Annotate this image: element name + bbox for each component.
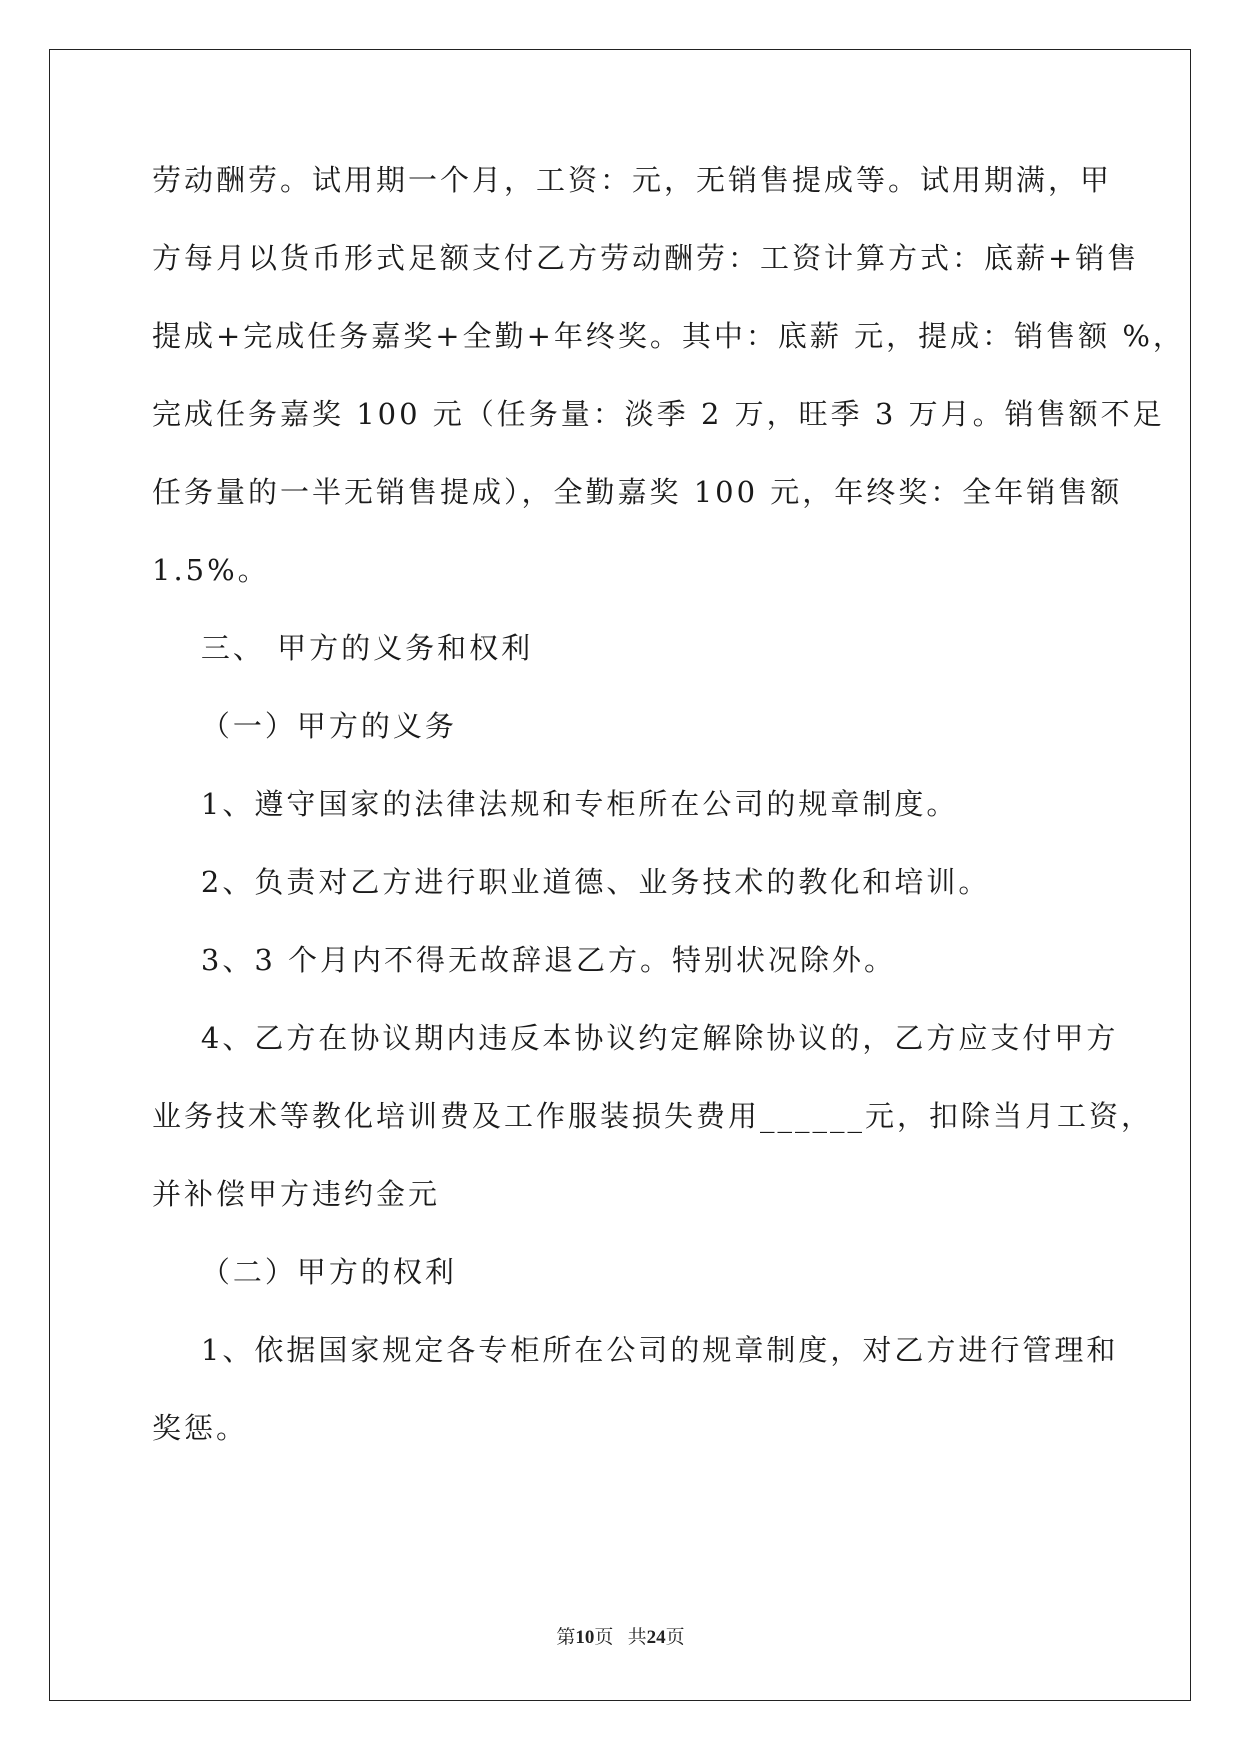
text-line: 奖惩。 [152, 1411, 249, 1445]
text-line: 4、乙方在协议期内违反本协议约定解除协议的，乙方应支付甲方 [152, 1021, 1119, 1055]
text-line: 任务量的一半无销售提成），全勤嘉奖 100 元，年终奖：全年销售额 [152, 475, 1123, 509]
text-line: 劳动酬劳。试用期一个月，工资：元，无销售提成等。试用期满，甲 [152, 163, 1113, 197]
text-line: 完成任务嘉奖 100 元（任务量：淡季 2 万，旺季 3 万月。销售额不足 [152, 397, 1165, 431]
page-footer [0, 1622, 1241, 1649]
text-line: 并补偿甲方违约金元 [152, 1177, 441, 1211]
section-heading: 三、 甲方的义务和权利 [152, 631, 534, 665]
total-pages-number: 24 [646, 1627, 666, 1648]
footer-prefix: 第 [556, 1627, 576, 1648]
text-line: 业务技术等教化培训费及工作服装损失费用______元，扣除当月工资， [152, 1099, 1154, 1133]
footer-total-prefix: 共 [627, 1627, 647, 1648]
text-line: 提成+完成任务嘉奖+全勤+年终奖。其中：底薪 元，提成：销售额 %， [152, 319, 1185, 353]
footer-page-suffix: 页 [594, 1627, 614, 1648]
current-page-number: 10 [575, 1627, 595, 1648]
text-line: 1.5%。 [152, 553, 270, 587]
subsection-heading: （一）甲方的义务 [152, 709, 457, 743]
text-line: 3、3 个月内不得无故辞退乙方。特别状况除外。 [152, 943, 896, 977]
text-line: 1、依据国家规定各专柜所在公司的规章制度，对乙方进行管理和 [152, 1333, 1119, 1367]
text-line: 2、负责对乙方进行职业道德、业务技术的教化和培训。 [152, 865, 991, 899]
subsection-heading: （二）甲方的权利 [152, 1255, 457, 1289]
text-line: 方每月以货币形式足额支付乙方劳动酬劳：工资计算方式：底薪+销售 [152, 241, 1140, 275]
footer-total-suffix: 页 [665, 1627, 685, 1648]
text-line: 1、遵守国家的法律法规和专柜所在公司的规章制度。 [152, 787, 959, 821]
